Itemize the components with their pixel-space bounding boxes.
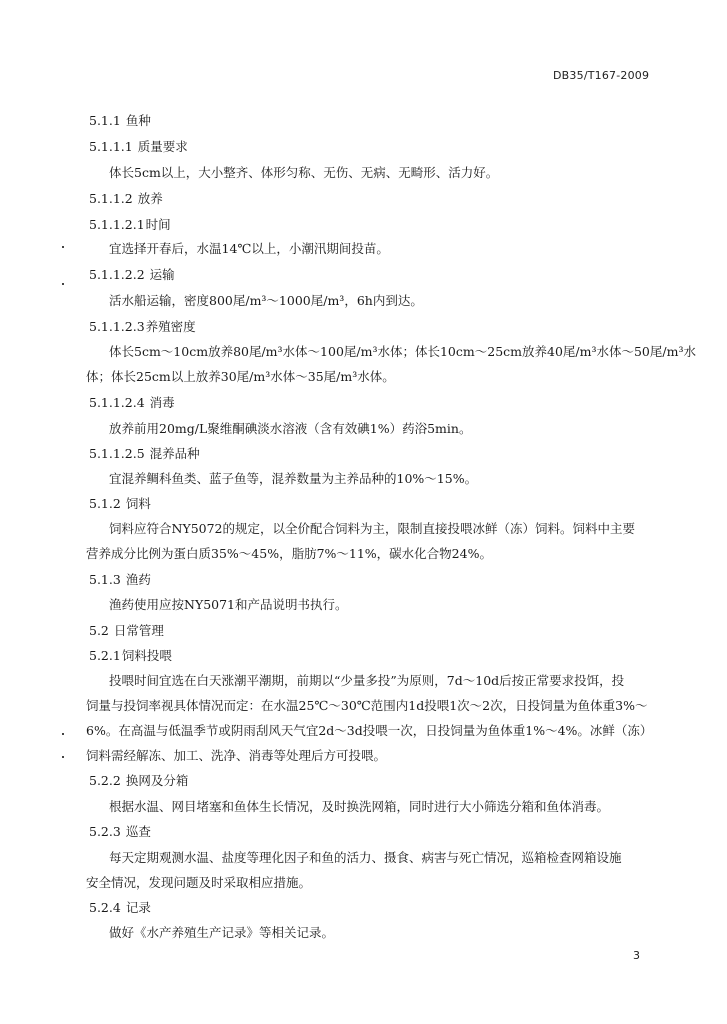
paragraph-line: 渔药使用应按NY5071和产品说明书执行。 [109,597,348,612]
section-heading: 5.2.2 换网及分箱 [89,773,189,788]
section-heading: 5.1.1.2.4 消毒 [89,395,175,410]
scan-dot [62,733,64,735]
paragraph-line: 根据水温、网目堵塞和鱼体生长情况，及时换洗网箱，同时进行大小筛选分箱和鱼体消毒。 [109,799,610,814]
section-heading: 5.1.1.2.1时间 [89,217,171,232]
page-number: 3 [633,949,640,962]
paragraph-line: 做好《水产养殖生产记录》等相关记录。 [109,925,335,940]
section-heading: 5.2.1饲料投喂 [89,648,172,663]
section-heading: 5.1.2 饲料 [89,496,151,511]
scan-dot [62,283,64,285]
section-heading: 5.2.3 巡查 [89,824,151,839]
paragraph-line: 投喂时间宜选在白天涨潮平潮期，前期以“少量多投”为原则，7d～10d后按正常要求投饵，投 [109,673,625,688]
section-heading: 5.1.1.2.3养殖密度 [89,319,196,334]
paragraph-line: 每天定期观测水温、盐度等理化因子和鱼的活力、摄食、病害与死亡情况，巡箱检查网箱设施 [109,850,622,865]
paragraph-line: 饲量与投饲率视具体情况而定：在水温25℃～30℃范围内1d投喂1次～2次，日投饲量为鱼体重3%～ [86,698,648,713]
section-heading: 5.1.1.2.5 混养品种 [89,446,200,461]
paragraph-line: 饲料需经解冻、加工、洗净、消毒等处理后方可投喂。 [86,748,387,763]
paragraph-line: 安全情况，发现问题及时采取相应措施。 [86,875,312,890]
standard-code: DB35/T167-2009 [553,69,650,82]
section-heading: 5.2 日常管理 [89,623,164,638]
section-heading: 5.2.4 记录 [89,900,151,915]
paragraph-line: 宜混养鲷科鱼类、蓝子鱼等，混养数量为主养品种的10%～15%。 [109,471,478,486]
scan-dot [62,756,64,758]
paragraph-line: 6%。在高温与低温季节或阴雨刮风天气宜2d～3d投喂一次，日投饲量为鱼体重1%～4%。冰鲜（冻） [86,723,653,738]
paragraph-line: 营养成分比例为蛋白质35%～45%，脂肪7%～11%，碳水化合物24%。 [86,546,492,561]
scan-dot [62,246,64,248]
section-heading: 5.1.1 鱼种 [89,113,151,128]
paragraph-line: 放养前用20mg/L聚维酮碘淡水溶液（含有效碘1%）药浴5min。 [109,421,472,436]
section-heading: 5.1.1.1 质量要求 [89,139,188,154]
paragraph-line: 体长5cm以上，大小整齐、体形匀称、无伤、无病、无畸形、活力好。 [109,165,499,180]
paragraph-line: 体；体长25cm以上放养30尾/m³水体～35尾/m³水体。 [86,369,395,384]
paragraph-line: 宜选择开春后，水温14℃以上，小潮汛期间投苗。 [109,241,389,256]
section-heading: 5.1.1.2.2 运输 [89,267,175,282]
paragraph-line: 体长5cm～10cm放养80尾/m³水体～100尾/m³水体；体长10cm～25cm放养40尾/m³水体～50尾/m³水 [109,344,696,359]
section-heading: 5.1.3 渔药 [89,572,151,587]
section-heading: 5.1.1.2 放养 [89,191,163,206]
paragraph-line: 活水船运输，密度800尾/m³～1000尾/m³，6h内到达。 [109,293,423,308]
paragraph-line: 饲料应符合NY5072的规定，以全价配合饲料为主，限制直接投喂冰鲜（冻）饲料。饲料中主要 [109,521,636,536]
